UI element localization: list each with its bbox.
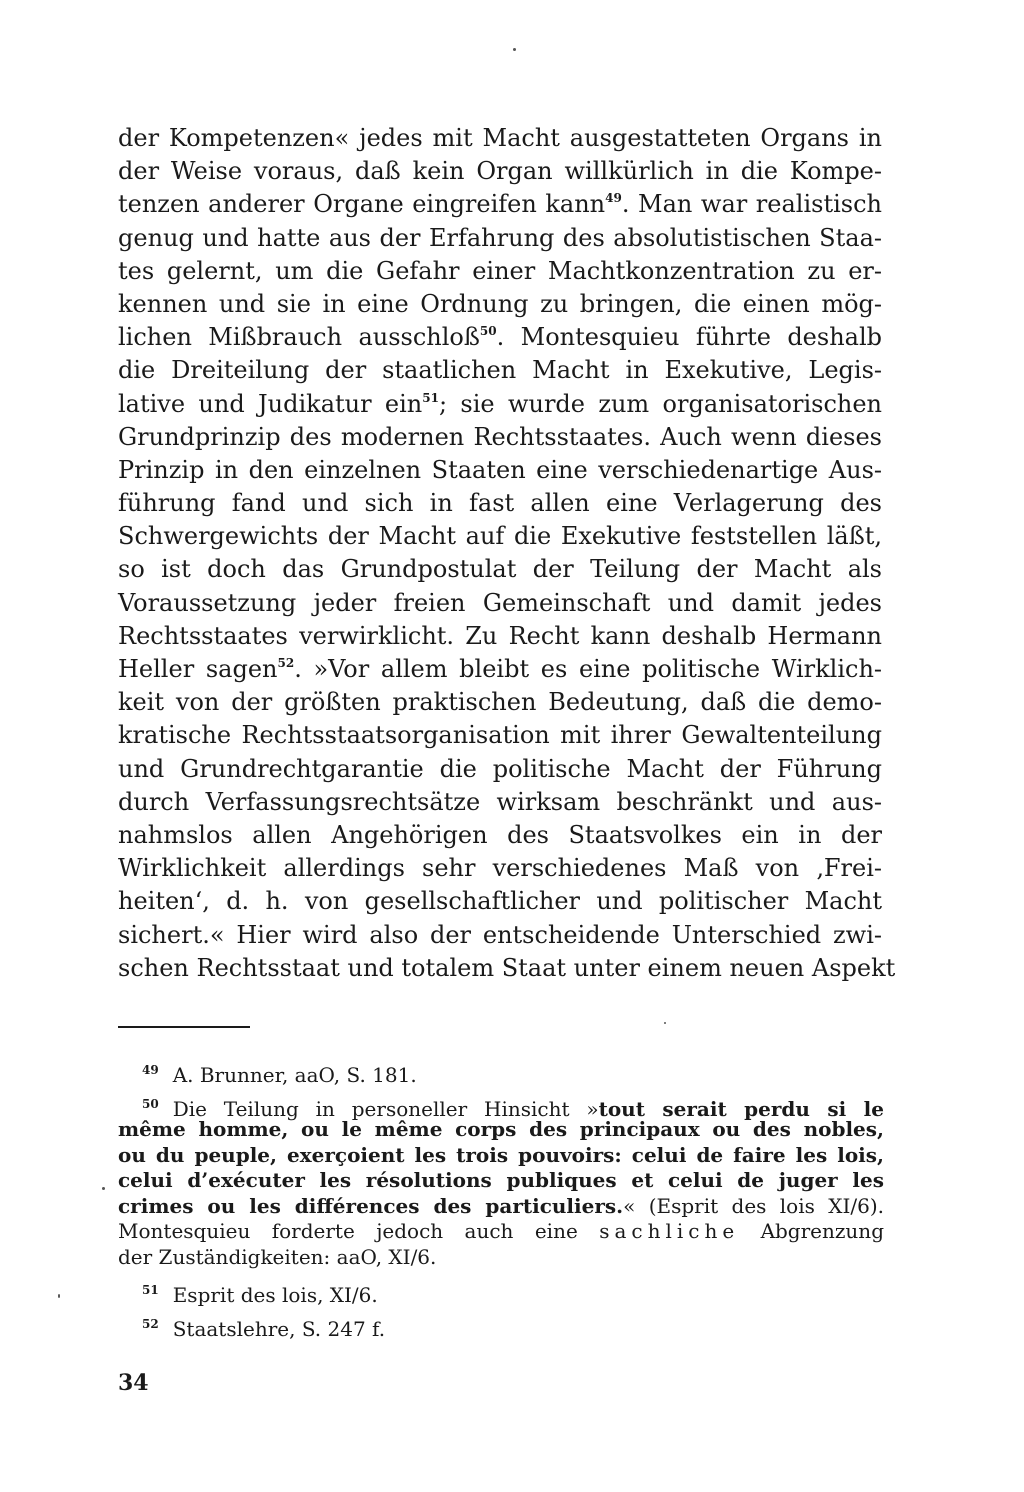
footnote-line [118,1312,884,1341]
text-run: durch Verfassungsrechtsätze wirksam beschränkt und aus- [118,787,882,816]
footnote-gap [118,1270,884,1278]
scan-speck [664,1022,666,1024]
body-line [118,885,882,918]
body-line [118,952,896,985]
text-run: tes gelernt, um die Gefahr einer Machtkonzentration zu er- [118,256,882,285]
bold-quote-text: même homme, ou le même corps des principaux ou des nobles, [118,1117,884,1141]
footnote-51 [118,1278,884,1307]
text-run: . »Vor allem bleibt es eine politische Wirklich- [294,655,883,683]
text-run: lichen Mißbrauch ausschloß [118,323,480,352]
footnote-number: 50 [142,1096,159,1111]
text-run: Grundprinzip des modernen Rechtsstaates. Auch wenn dieses [118,422,882,451]
text-run: Voraussetzung jeder freien Gemeinschaft und damit jedes [118,588,882,617]
text-run: führung fand und sich in fast allen eine Verlagerung des [118,489,882,518]
text-run: heiten‘, d. h. von gesellschaftlicher und politischer Macht [118,887,882,916]
text-run: die Dreiteilung der staatlichen Macht in Exekutive, Legis- [118,356,882,385]
text-run: genug und hatte aus der Erfahrung des absolutistischen Staa- [118,223,882,252]
body-line [118,620,882,653]
body-line [118,753,882,786]
emphasized-word: sachliche [599,1219,740,1243]
footnote-line [118,1245,884,1271]
text-run: der Kompetenzen« jedes mit Macht ausgestatteten Organs in [118,124,882,152]
text-run: A. Brunner, aaO, S. 181. [172,1063,417,1087]
footnote-line [118,1058,884,1087]
footnote-line [118,1143,884,1169]
text-run: kratische Rechtsstaatsorganisation mit ihrer Gewaltenteilung [118,721,882,750]
text-run: der Weise voraus, daß kein Organ willkürlich in die Kompe- [118,157,882,186]
body-line [118,786,882,819]
text-run: . Man war realistisch [621,190,882,219]
footnote-line [118,1278,884,1307]
scan-speck [58,1294,60,1298]
body-line [118,520,882,553]
text-run: . Montesquieu führte deshalb [496,323,883,352]
body-line [118,454,882,487]
body-line [118,819,882,852]
text-run: sichert.« Hier wird also der entscheidende Unterschied zwi- [118,920,882,949]
footnote-reference: 50 [479,324,497,339]
footnote-number: 51 [142,1283,159,1297]
text-run: nahmslos allen Angehörigen des Staatsvolkes ein in der [118,820,882,849]
text-run: Rechtsstaates verwirklicht. Zu Recht kann deshalb Hermann [118,621,882,650]
body-line [118,222,882,255]
bold-quote-text: tout serait perdu si le [598,1096,884,1121]
text-run: tenzen anderer Organe eingreifen kann [118,190,606,219]
text-run: der Zuständigkeiten: aaO, XI/6. [118,1244,437,1269]
text-run: schen Rechtsstaat und totalem Staat unter einem neuen Aspekt [118,953,896,982]
footnote-separator-rule [118,1026,250,1028]
body-line [118,155,882,188]
body-line [118,919,882,952]
body-line [118,686,882,719]
body-line [118,421,882,454]
text-run: Wirklichkeit allerdings sehr verschiedenes Maß von ‚Frei- [118,854,882,883]
text-run: so ist doch das Grundpostulat der Teilung der Macht als [118,555,882,584]
text-run: Die Teilung in personeller Hinsicht » [172,1096,599,1121]
body-line [118,122,882,155]
footnotes-block [118,1058,884,1341]
text-run: Heller sagen [118,655,278,683]
footnote-reference: 51 [422,390,439,405]
body-line [118,587,882,620]
bold-quote-text: crimes ou les différences des particuliers. [118,1193,624,1218]
text-run: Montesquieu forderte jedoch auch eine [118,1219,600,1243]
page-number: 34 [118,1370,149,1396]
footnote-49 [118,1058,884,1087]
text-run: und Grundrechtgarantie die politische Macht der Führung [118,754,882,783]
text-run: Schwergewichts der Macht auf die Exekutive feststellen läßt, [118,522,882,551]
footnote-line [118,1194,884,1220]
footnote-line [118,1092,884,1121]
scan-speck [102,1187,105,1190]
body-line [118,487,882,520]
text-run: « (Esprit des lois XI/6). [623,1193,884,1218]
body-line [118,255,882,288]
text-run: lative und Judikatur ein [118,389,423,418]
footnote-reference: 52 [277,656,295,670]
text-run: ; sie wurde zum organisatorischen [438,389,882,418]
footnote-number: 52 [142,1316,159,1331]
footnote-line [118,1219,884,1245]
body-line [118,719,882,752]
footnote-50 [118,1092,884,1271]
text-run: Esprit des lois, XI/6. [172,1283,378,1307]
text-run: keit von der größten praktischen Bedeutung, daß die demo- [118,688,882,717]
footnote-line [118,1168,884,1194]
footnote-52 [118,1312,884,1341]
body-line [118,553,882,586]
footnote-number: 49 [142,1063,159,1077]
body-line [118,288,882,321]
body-line [118,388,882,421]
bold-quote-text: celui d’exécuter les résolutions publiques et celui de juger les [118,1168,884,1192]
body-line [118,188,882,221]
body-line [118,354,882,387]
footnote-line [118,1117,884,1143]
footnote-reference: 49 [605,191,622,206]
text-run: Abgrenzung [739,1219,884,1243]
scan-speck [513,48,516,51]
main-text-block [118,122,896,985]
body-line [118,653,882,686]
text-run: Prinzip in den einzelnen Staaten eine verschiedenartige Aus- [118,455,882,484]
text-run: Staatslehre, S. 247 f. [172,1316,386,1341]
body-line [118,321,882,354]
body-line [118,852,882,885]
text-run: kennen und sie in eine Ordnung zu bringen, die einen mög- [118,289,882,318]
bold-quote-text: ou du peuple, exerçoient les trois pouvoirs: celui de faire les lois, [118,1142,884,1167]
